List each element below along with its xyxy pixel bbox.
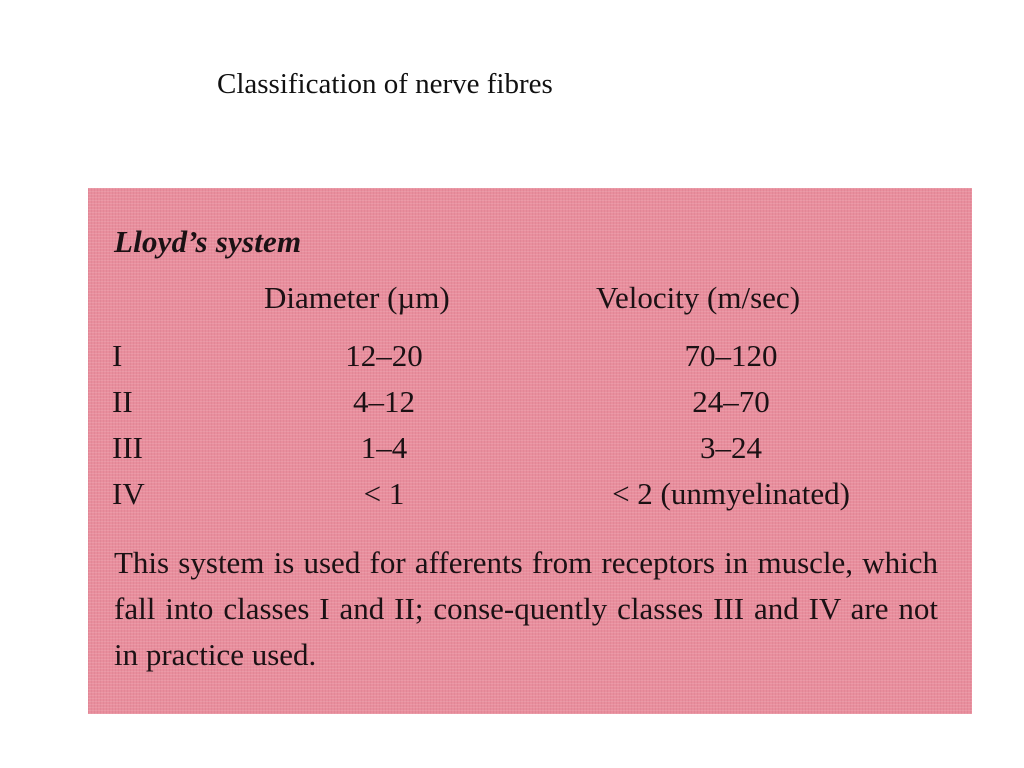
class-cell: IV	[112, 476, 145, 511]
table-row	[88, 384, 972, 430]
velocity-cell: 3–24	[700, 430, 762, 465]
class-cell: III	[112, 430, 143, 465]
table-row	[88, 430, 972, 476]
diameter-column-header: Diameter (µm)	[264, 280, 450, 315]
velocity-cell: < 2 (unmyelinated)	[612, 476, 850, 511]
slide-title: Classification of nerve fibres	[217, 68, 553, 100]
class-cell: I	[112, 338, 123, 373]
table-row	[88, 476, 972, 522]
table-row	[88, 338, 972, 384]
diameter-cell: 1–4	[360, 430, 408, 465]
system-heading: Lloyd’s system	[114, 224, 302, 259]
velocity-cell: 24–70	[692, 384, 770, 419]
scanned-table-image	[88, 188, 972, 714]
class-cell: II	[112, 384, 133, 419]
diameter-cell: 4–12	[353, 384, 415, 419]
velocity-cell: 70–120	[684, 338, 778, 373]
explanatory-note: This system is used for afferents from receptors in muscle, which fall into classes I and II; conse-quently classes III and IV are not in practice used.	[114, 545, 938, 672]
diameter-cell: < 1	[363, 476, 405, 511]
diameter-cell: 12–20	[345, 338, 423, 373]
velocity-column-header: Velocity (m/sec)	[596, 280, 801, 315]
